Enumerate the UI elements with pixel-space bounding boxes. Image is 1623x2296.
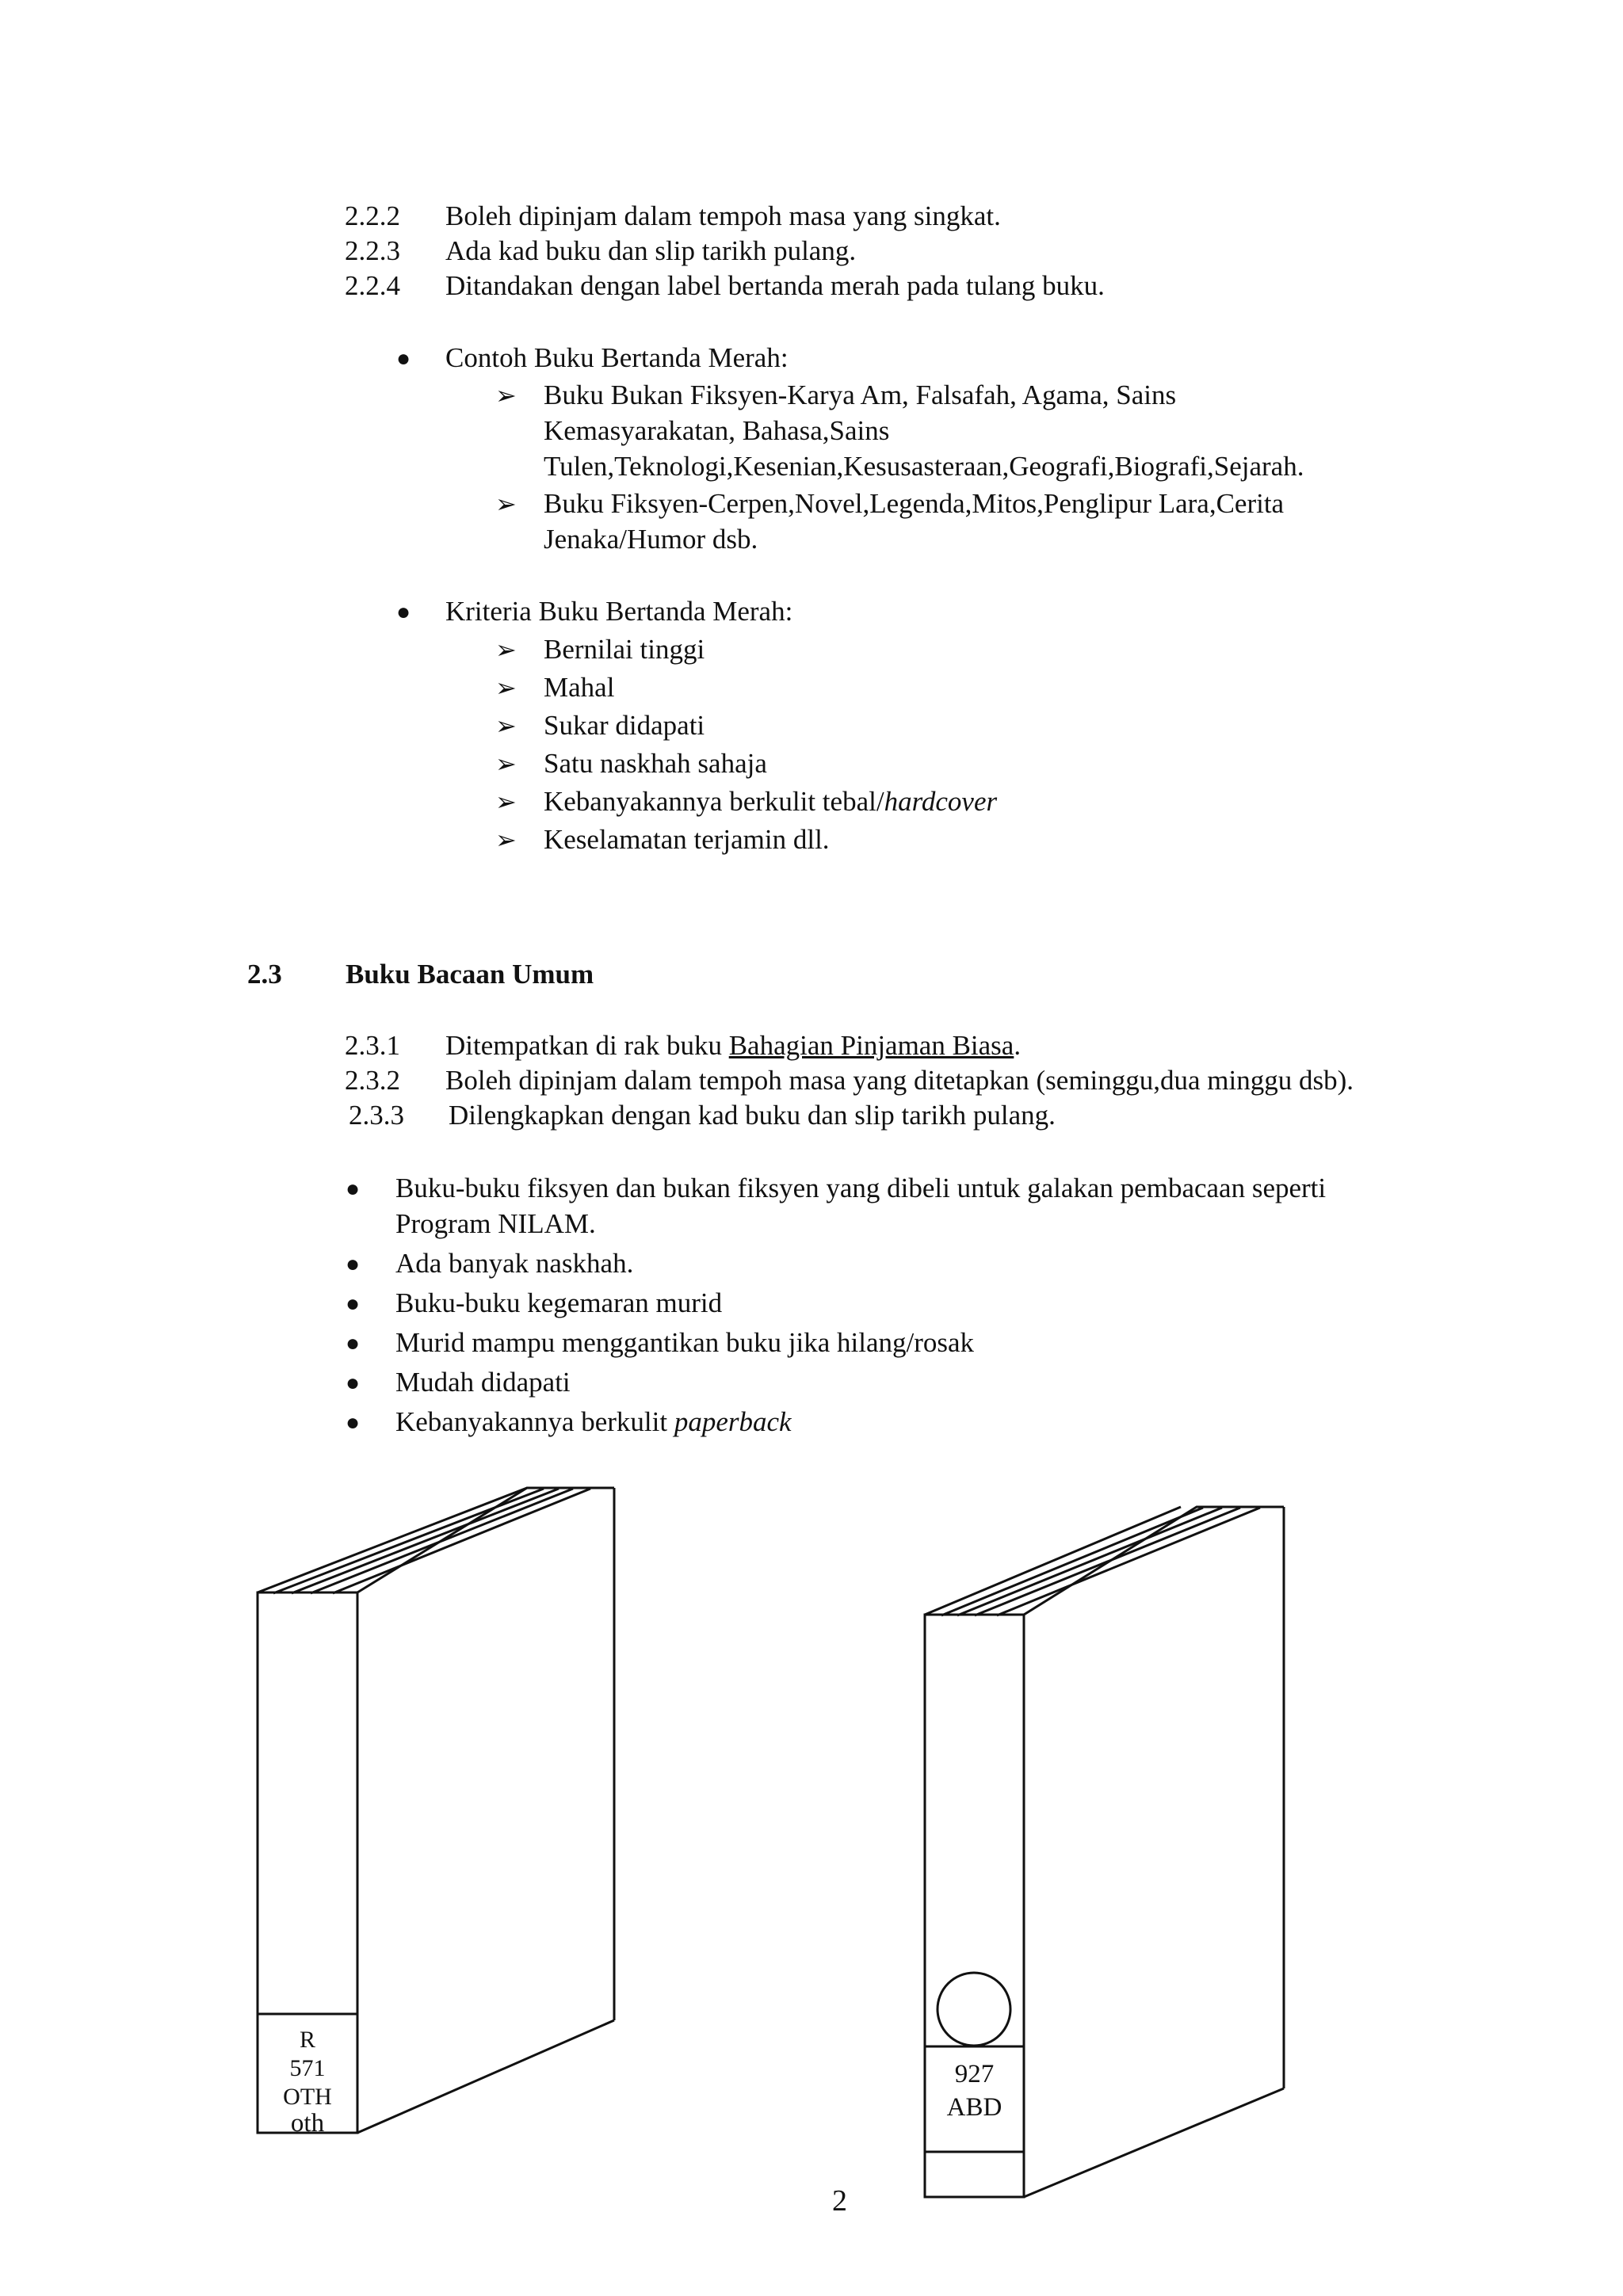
bullet-icon: ●: [396, 599, 411, 625]
bullet-icon: ●: [346, 1251, 361, 1277]
kriteria-item-italic: hardcover: [884, 786, 998, 817]
arrow-bullet-icon: ➢: [495, 788, 517, 816]
bullet-icon: ●: [346, 1291, 361, 1317]
bullet-icon: ●: [346, 1176, 361, 1202]
book-right-spine-label: [925, 2058, 1024, 2124]
kriteria-item: Sukar didapati: [544, 710, 705, 741]
bullet-icon: ●: [346, 1330, 361, 1356]
arrow-bullet-icon: ➢: [495, 826, 517, 854]
item-text: Ada kad buku dan slip tarikh pulang.: [445, 235, 857, 266]
underlined-text: Bahagian Pinjaman Biasa: [728, 1030, 1014, 1061]
umum-bullet: Mudah didapati: [395, 1367, 571, 1398]
arrow-bullet-icon: ➢: [495, 749, 517, 778]
item-number: 2.3.1: [345, 1030, 400, 1061]
arrow-bullet-icon: ➢: [495, 490, 517, 518]
item-number: 2.3.3: [349, 1100, 404, 1131]
item-text: Dilengkapkan dengan kad buku dan slip tarikh pulang.: [449, 1100, 1056, 1131]
page-number: 2: [832, 2184, 847, 2218]
arrow-bullet-icon: ➢: [495, 711, 517, 740]
item-text: Ditandakan dengan label bertanda merah pada tulang buku.: [445, 270, 1105, 301]
kriteria-item-text: Kebanyakannya berkulit tebal/: [544, 786, 884, 817]
umum-bullet-italic: paperback: [674, 1406, 792, 1437]
item-text: Boleh dipinjam dalam tempoh masa yang ditetapkan (seminggu,dua minggu dsb).: [445, 1065, 1354, 1096]
contoh-item2-line2: Jenaka/Humor dsb.: [544, 524, 758, 555]
item-number: 2.2.3: [345, 235, 400, 266]
contoh-item1-line3: Tulen,Teknologi,Kesenian,Kesusasteraan,Geografi,Biografi,Sejarah.: [544, 451, 1304, 482]
spine-label-line: 571: [289, 2055, 326, 2081]
kriteria-item: Satu naskhah sahaja: [544, 748, 767, 779]
umum-bullet-line2: Program NILAM.: [395, 1208, 596, 1239]
contoh-heading: Contoh Buku Bertanda Merah:: [445, 342, 789, 373]
kriteria-item: Keselamatan terjamin dll.: [544, 824, 830, 855]
section-number: 2.3: [247, 959, 282, 990]
spine-label-line: ABD: [946, 2093, 1002, 2122]
item-number: 2.3.2: [345, 1065, 400, 1096]
arrow-bullet-icon: ➢: [495, 381, 517, 410]
bullet-icon: ●: [396, 345, 411, 372]
kriteria-item: Bernilai tinggi: [544, 634, 705, 665]
item-number: 2.2.4: [345, 270, 400, 301]
spine-label-line: OTH: [283, 2084, 332, 2110]
umum-bullet-text: Kebanyakannya berkulit: [395, 1406, 674, 1437]
kriteria-heading: Kriteria Buku Bertanda Merah:: [445, 596, 793, 627]
arrow-bullet-icon: ➢: [495, 673, 517, 702]
spine-label-line: oth: [290, 2109, 325, 2138]
section-title: Buku Bacaan Umum: [346, 959, 594, 990]
item-text: Boleh dipinjam dalam tempoh masa yang singkat.: [445, 200, 1001, 231]
book-left-spine-label: [258, 2026, 357, 2138]
bullet-icon: ●: [346, 1409, 361, 1436]
item-text-part: Ditempatkan di rak buku: [445, 1030, 729, 1061]
spine-label-line: R: [299, 2027, 315, 2053]
kriteria-item: Mahal: [544, 672, 615, 703]
item-text-end: .: [1014, 1030, 1022, 1061]
contoh-item1-line1: Buku Bukan Fiksyen-Karya Am, Falsafah, Agama, Sains: [544, 379, 1177, 410]
umum-bullet: Murid mampu menggantikan buku jika hilang/rosak: [395, 1327, 975, 1358]
umum-bullet-line1: Buku-buku fiksyen dan bukan fiksyen yang dibeli untuk galakan pembacaan seperti: [395, 1173, 1327, 1203]
contoh-item1-line2: Kemasyarakatan, Bahasa,Sains: [544, 415, 890, 446]
spine-label-line: 927: [954, 2060, 995, 2088]
item-number: 2.2.2: [345, 200, 400, 231]
umum-bullet: Ada banyak naskhah.: [395, 1248, 634, 1279]
bullet-icon: ●: [346, 1370, 361, 1396]
arrow-bullet-icon: ➢: [495, 635, 517, 664]
umum-bullet: Buku-buku kegemaran murid: [395, 1287, 723, 1318]
contoh-item2-line1: Buku Fiksyen-Cerpen,Novel,Legenda,Mitos,Penglipur Lara,Cerita: [544, 488, 1285, 519]
